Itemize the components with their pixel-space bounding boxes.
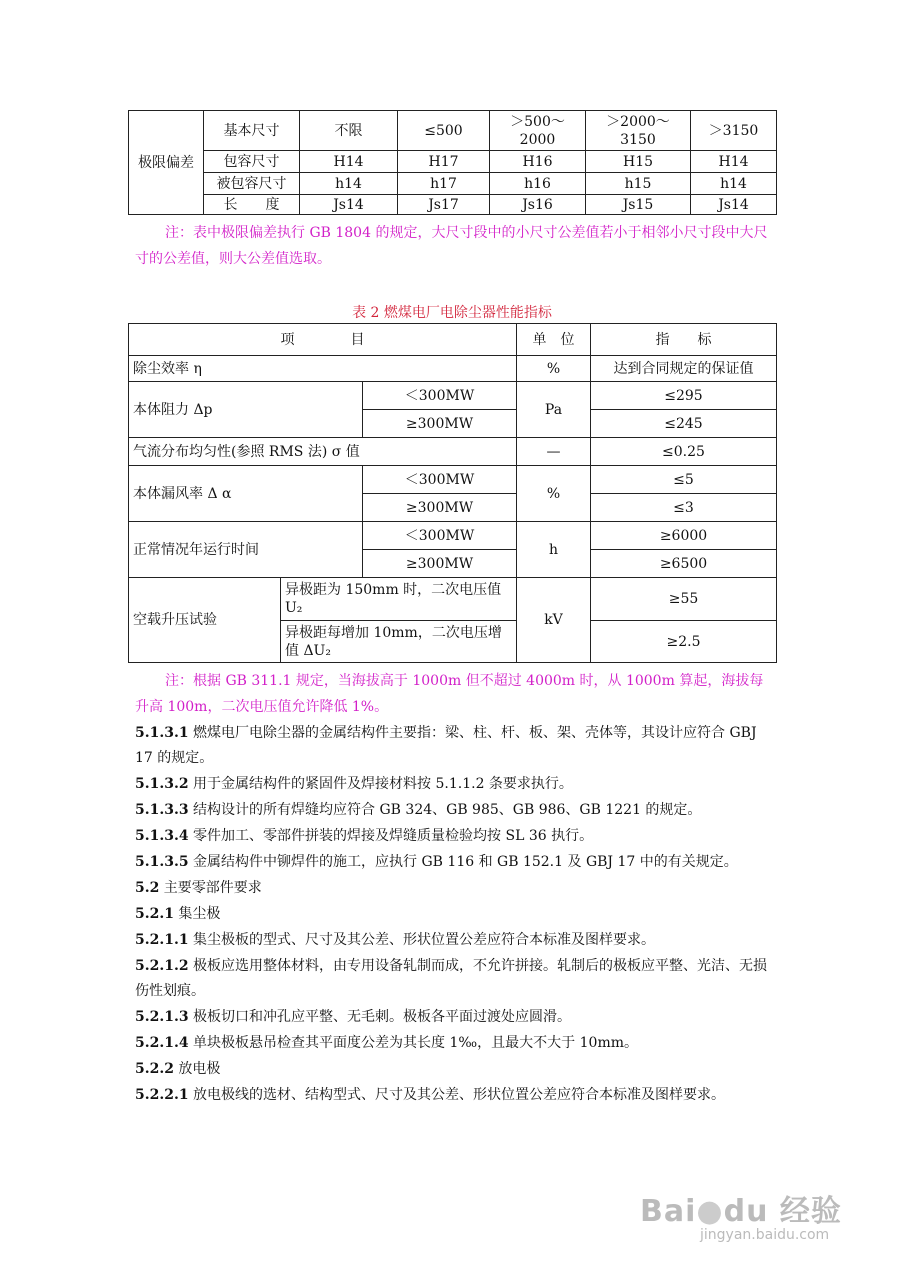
clause-text: 单块极板悬吊检查其平面度公差为其长度 1‰，且最大不大于 10mm。 [188, 1035, 639, 1051]
cell: 气流分布均匀性(参照 RMS 法) σ 值 [129, 438, 517, 466]
cell: H15 [586, 151, 691, 173]
cell: % [517, 356, 591, 382]
paragraph [135, 876, 775, 901]
cell: ＞500～2000 [490, 111, 586, 151]
paragraph [135, 1005, 775, 1030]
cell: ≤0.25 [591, 438, 777, 466]
cell: 基本尺寸 [204, 111, 300, 151]
clause-text: 放电极 [173, 1061, 221, 1077]
cell: h16 [490, 173, 586, 195]
cell: H14 [691, 151, 777, 173]
cell: 正常情况年运行时间 [129, 522, 363, 578]
paragraph [135, 1031, 775, 1056]
cell: ≤295 [591, 382, 777, 410]
clause-text: 集尘极 [173, 906, 221, 922]
clause-number: 5.1.3.5 [135, 854, 189, 870]
cell: ＜300MW [363, 382, 517, 410]
watermark-url: jingyan.baidu.com [700, 1227, 830, 1243]
paragraph [135, 772, 775, 797]
clause-number: 5.2.2.1 [135, 1087, 189, 1103]
cell: H14 [300, 151, 398, 173]
clause-text: 极板切口和冲孔应平整、无毛刺。极板各平面过渡处应圆滑。 [188, 1009, 572, 1025]
body-text [135, 668, 775, 1108]
cell: 本体漏风率 Δ α [129, 466, 363, 522]
cell: ≤500 [398, 111, 490, 151]
cell: 异极距每增加 10mm，二次电压增值 ΔU₂ [281, 621, 517, 663]
clause-number: 5.2 [135, 880, 160, 896]
performance-table [128, 323, 777, 663]
clause-number: 5.2.1 [135, 906, 174, 922]
cell: H17 [398, 151, 490, 173]
clause-text: 金属结构件中铆焊件的施工，应执行 GB 116 和 GB 152.1 及 GBJ 17 中的有关规定。 [188, 854, 738, 870]
paragraph [135, 954, 775, 1004]
table2-note: 注：根据 GB 311.1 规定，当海拔高于 1000m 但不超过 4000m 时，从 1000m 算起，海拔每升高 100m，二次电压值允许降低 1%。 [135, 673, 764, 715]
cell: 异极距为 150mm 时，二次电压值 U₂ [281, 578, 517, 621]
cell: Js17 [398, 195, 490, 215]
cell: ＜300MW [363, 522, 517, 550]
clause-number: 5.2.1.2 [135, 958, 189, 974]
paragraph [135, 902, 775, 927]
cell: h14 [691, 173, 777, 195]
clause-number: 5.1.3.1 [135, 725, 189, 741]
cell: Js14 [300, 195, 398, 215]
paragraph [135, 1057, 775, 1082]
cell: 长 度 [204, 195, 300, 215]
paragraph [135, 1083, 775, 1108]
cell: ＜300MW [363, 466, 517, 494]
cell: — [517, 438, 591, 466]
cell: Js14 [691, 195, 777, 215]
paragraph [135, 850, 775, 875]
cell: Js15 [586, 195, 691, 215]
header-value: 指 标 [591, 324, 777, 356]
cell: ≥55 [591, 578, 777, 621]
clause-text: 零件加工、零部件拼装的焊接及焊缝质量检验均按 SL 36 执行。 [188, 828, 594, 844]
cell: ≤3 [591, 494, 777, 522]
table2-caption: 表 2 燃煤电厂电除尘器性能指标 [352, 305, 552, 321]
header-unit: 单 位 [517, 324, 591, 356]
cell: ≥6500 [591, 550, 777, 578]
cell: h [517, 522, 591, 578]
cell: 空载升压试验 [129, 578, 281, 663]
cell: ≥300MW [363, 410, 517, 438]
clause-number: 5.1.3.2 [135, 776, 189, 792]
clause-text: 主要零部件要求 [159, 880, 262, 896]
row-header: 极限偏差 [129, 111, 204, 215]
clause-number: 5.1.3.3 [135, 802, 189, 818]
cell: h17 [398, 173, 490, 195]
clause-number: 5.2.1.1 [135, 932, 189, 948]
cell: ＞3150 [691, 111, 777, 151]
paragraph [135, 928, 775, 953]
tolerance-table [128, 110, 777, 215]
cell: ≤5 [591, 466, 777, 494]
clause-text: 结构设计的所有焊缝均应符合 GB 324、GB 985、GB 986、GB 1221 的规定。 [188, 802, 702, 818]
cell: 不限 [300, 111, 398, 151]
paragraph [135, 798, 775, 823]
clause-text: 燃煤电厂电除尘器的金属结构件主要指：梁、柱、杆、板、架、壳体等，其设计应符合 GBJ 17 的规定。 [135, 725, 757, 766]
table1-note: 注：表中极限偏差执行 GB 1804 的规定，大尺寸段中的小尺寸公差值若小于相邻小尺寸段中大尺寸的公差值，则大公差值选取。 [135, 225, 768, 267]
clauses [135, 721, 775, 1108]
cell: ＞2000～3150 [586, 111, 691, 151]
cell: Pa [517, 382, 591, 438]
cell: 被包容尺寸 [204, 173, 300, 195]
cell: ≤245 [591, 410, 777, 438]
cell: kV [517, 578, 591, 663]
cell: h14 [300, 173, 398, 195]
clause-number: 5.2.1.4 [135, 1035, 189, 1051]
cell: % [517, 466, 591, 522]
cell: ≥2.5 [591, 621, 777, 663]
cell: Js16 [490, 195, 586, 215]
clause-text: 放电极线的选材、结构型式、尺寸及其公差、形状位置公差应符合本标准及图样要求。 [188, 1087, 726, 1103]
cell: 除尘效率 η [129, 356, 517, 382]
cell: 包容尺寸 [204, 151, 300, 173]
cell: 达到合同规定的保证值 [591, 356, 777, 382]
paragraph [135, 824, 775, 849]
clause-text: 用于金属结构件的紧固件及焊接材料按 5.1.1.2 条要求执行。 [188, 776, 573, 792]
cell: ≥6000 [591, 522, 777, 550]
clause-text: 极板应选用整体材料，由专用设备轧制而成，不允许拼接。轧制后的极板应平整、光洁、无损伤性划痕。 [135, 958, 768, 999]
cell: 本体阻力 Δp [129, 382, 363, 438]
header-item: 项 目 [129, 324, 517, 356]
cell: ≥300MW [363, 494, 517, 522]
clause-text: 集尘极板的型式、尺寸及其公差、形状位置公差应符合本标准及图样要求。 [188, 932, 656, 948]
clause-number: 5.1.3.4 [135, 828, 189, 844]
paragraph [135, 721, 775, 771]
baidu-logo: Bai●du 经验 [640, 1194, 842, 1229]
cell: h15 [586, 173, 691, 195]
cell: H16 [490, 151, 586, 173]
clause-number: 5.2.2 [135, 1061, 174, 1077]
cell: ≥300MW [363, 550, 517, 578]
baidu-jingyan-watermark [640, 1195, 842, 1243]
clause-number: 5.2.1.3 [135, 1009, 189, 1025]
